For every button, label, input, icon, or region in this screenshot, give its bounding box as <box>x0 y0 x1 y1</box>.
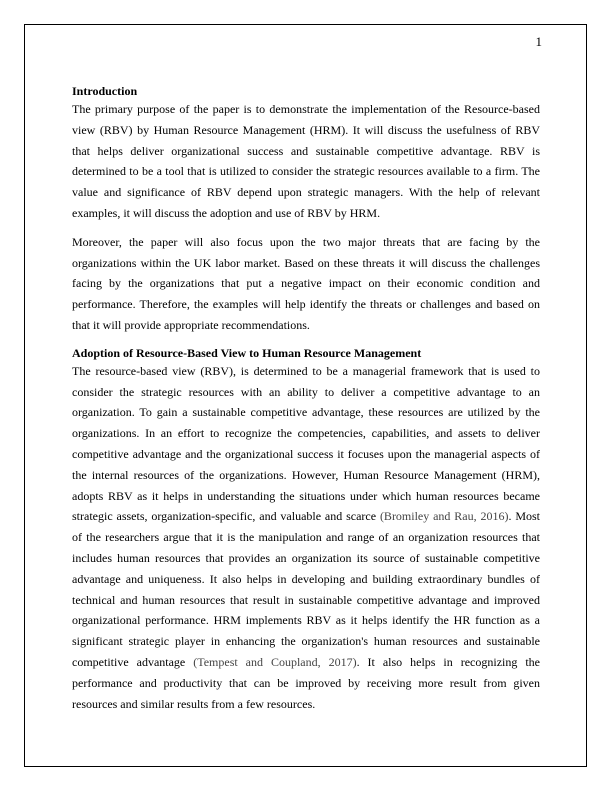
rbv-heading: Adoption of Resource-Based View to Human Resource Management <box>72 345 422 360</box>
document-body <box>72 83 540 714</box>
citation-tempest-coupland: (Tempest and Coupland, 2017) <box>193 654 357 669</box>
introduction-heading: Introduction <box>72 84 138 98</box>
rbv-text-a: The resource-based view (RBV), is determined to be a managerial framework that is used to consider the strategic resources with an ability to deliver a competitive advantage to an organization. To gain a sustainable competitive advantage, these resources are utilized by the organizations. In an effort to recognize the competencies, capabilities, and assets to deliver competitive advantage and the organizational success it focuses upon the managerial aspects of the internal resources of the organizations. However, Human Resource Management (HRM), adopts RBV as it helps in understanding the situations under which human resources became strategic assets, organization-specific, and valuable and scarce <box>72 363 540 524</box>
citation-bromiley-rau: (Bromiley and Rau, 2016) <box>379 509 509 524</box>
page-number: 1 <box>535 34 542 49</box>
rbv-text-b: . Most of the researchers argue that it is the manipulation and range of an organization resources that includes human resources that provides an organization its source of sustainable competitive advantage and uniqueness. It also helps in developing and building extraordinary bundles of technical and human resources that result in sustainable competitive advantage and improved organizational performance. HRM implements RBV as it helps identify the HR function as a significant strategic player in enhancing the organization's human resources and sustainable competitive advantage <box>72 509 540 669</box>
introduction-paragraph-2: Moreover, the paper will also focus upon the two major threats that are facing by the organizations within the UK labor market. Based on these threats it will discuss the challenges facing by the organizations that put a negative impact on their economic condition and performance. Therefore, the examples will help identify the threats or challenges and based on that it will provide appropriate recommendations. <box>72 234 540 332</box>
rbv-text-c: . It also helps in recognizing the performance and productivity that can be improved by receiving more result from given resources and similar results from a few resources. <box>72 654 540 711</box>
introduction-paragraph-1: The primary purpose of the paper is to demonstrate the implementation of the Resource-based view (RBV) by Human Resource Management (HRM). It will discuss the usefulness of RBV that helps deliver organizational success and sustainable competitive advantage. RBV is determined to be a tool that is utilized to consider the strategic resources available to a firm. The value and significance of RBV depend upon strategic managers. With the help of relevant examples, it will discuss the adoption and use of RBV by HRM. <box>72 102 540 220</box>
rbv-paragraph <box>72 361 540 715</box>
